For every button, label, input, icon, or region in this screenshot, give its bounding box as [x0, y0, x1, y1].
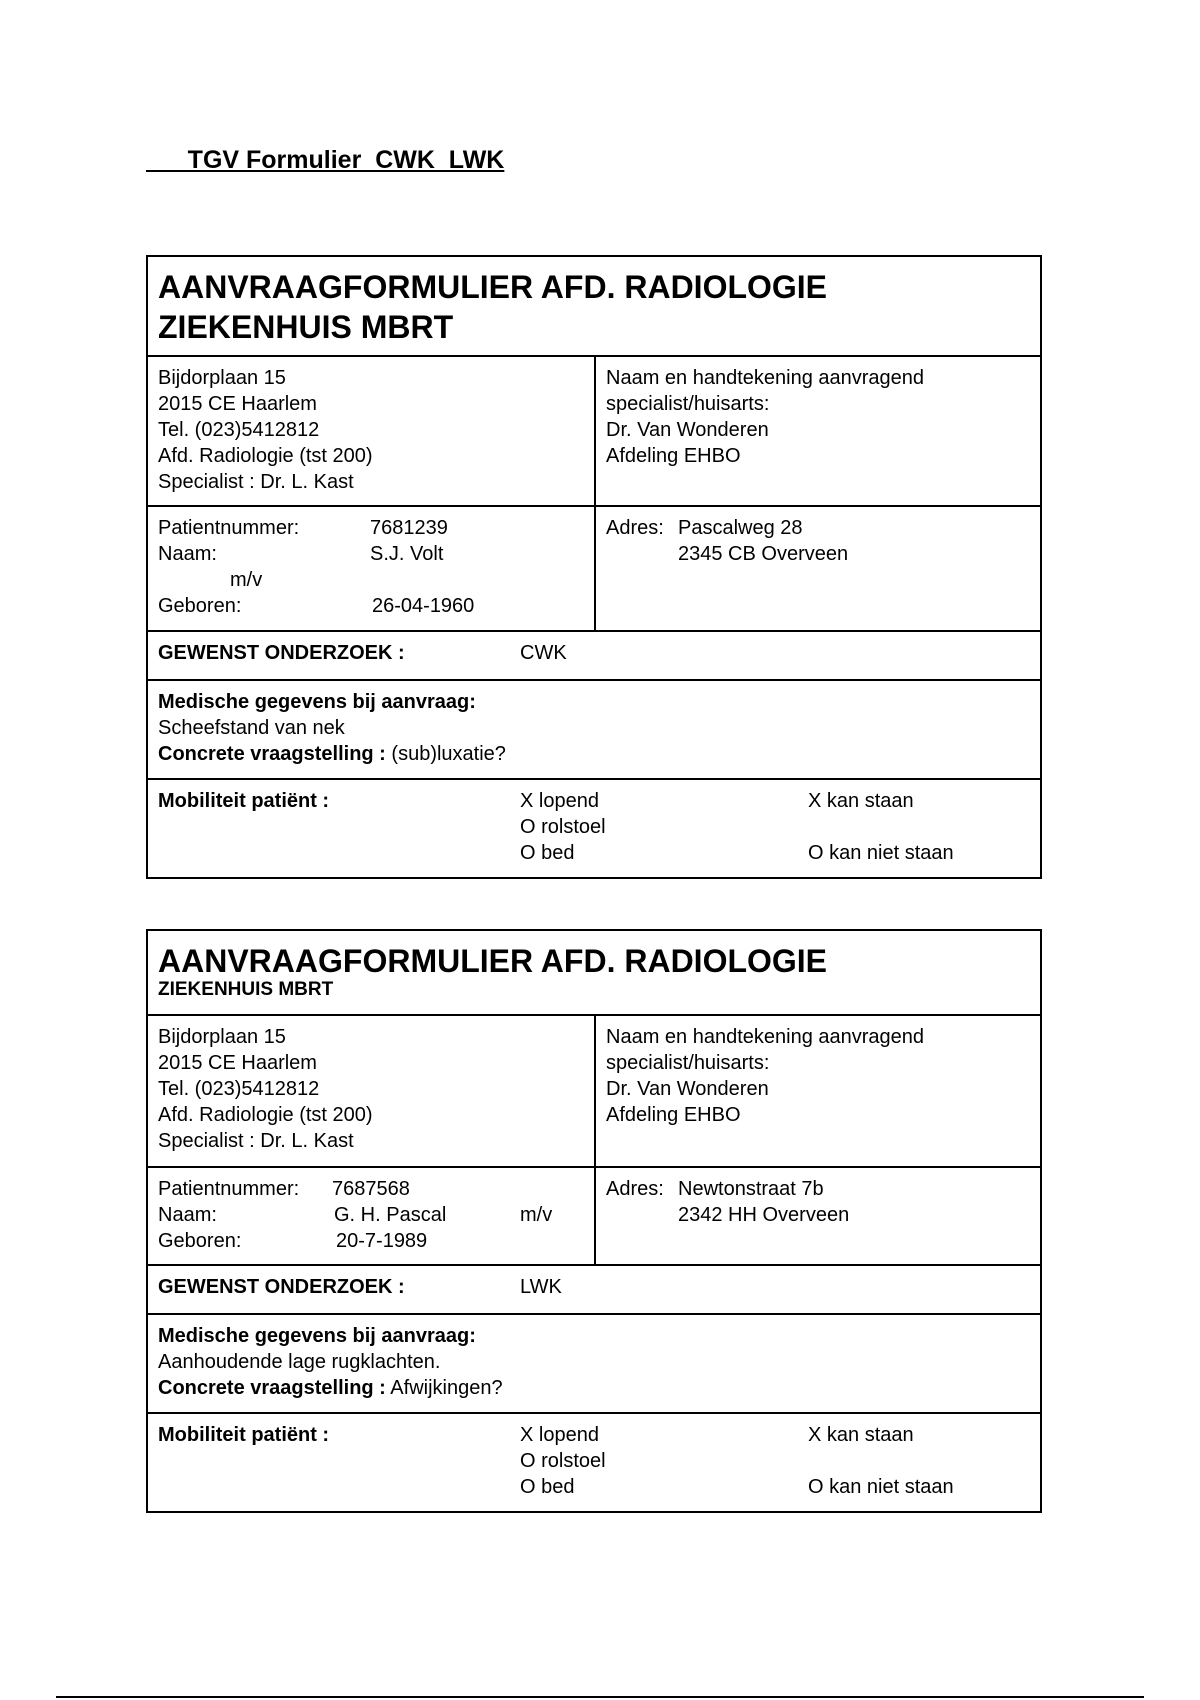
- standing-option-cannot: O kan niet staan: [808, 842, 954, 864]
- mobility-label: Mobiliteit patiënt :: [158, 790, 330, 812]
- form-header: [147, 930, 1041, 1015]
- requester-label-2: specialist/huisarts:: [606, 1052, 770, 1074]
- hospital-name: ZIEKENHUIS MBRT: [158, 309, 454, 345]
- patient-name: G. H. Pascal: [334, 1204, 447, 1226]
- exam-cell: [147, 1265, 1041, 1314]
- hospital-phone: Tel. (023)5412812: [158, 419, 320, 441]
- requester-label-2: specialist/huisarts:: [606, 393, 770, 415]
- requester-cell: [595, 1015, 1041, 1167]
- hospital-phone: Tel. (023)5412812: [158, 1078, 320, 1100]
- mobility-option-walking: X lopend: [520, 790, 599, 812]
- mobility-option-walking: X lopend: [520, 1424, 599, 1446]
- mobility-cell: [147, 1413, 1041, 1512]
- address-label: Adres:: [606, 1178, 664, 1200]
- exam-label: GEWENST ONDERZOEK :: [158, 1276, 405, 1298]
- address-line-1: Newtonstraat 7b: [678, 1178, 824, 1200]
- form-title: AANVRAAGFORMULIER AFD. RADIOLOGIE: [158, 943, 828, 979]
- medical-details: Aanhoudende lage rugklachten.: [158, 1351, 441, 1373]
- patient-number: 7681239: [370, 517, 448, 539]
- hospital-address-cell: [147, 1015, 595, 1167]
- medical-details: Scheefstand van nek: [158, 717, 345, 739]
- medical-label: Medische gegevens bij aanvraag:: [158, 1325, 476, 1347]
- hospital-postcode: 2015 CE Haarlem: [158, 1052, 317, 1074]
- requester-name: Dr. Van Wonderen: [606, 1078, 769, 1100]
- mobility-cell: [147, 779, 1041, 878]
- standing-option-can: X kan staan: [808, 1424, 914, 1446]
- exam-value: LWK: [520, 1276, 562, 1298]
- hospital-address-cell: [147, 356, 595, 506]
- hospital-street: Bijdorplaan 15: [158, 1026, 286, 1048]
- address-label: Adres:: [606, 517, 664, 539]
- patient-born-label: Geboren:: [158, 1230, 242, 1252]
- hospital-department: Afd. Radiologie (tst 200): [158, 445, 373, 467]
- patient-sex: m/v: [520, 1204, 553, 1226]
- requester-cell: [595, 356, 1041, 506]
- patient-name: S.J. Volt: [370, 543, 444, 565]
- mobility-option-wheelchair: O rolstoel: [520, 816, 606, 838]
- exam-value: CWK: [520, 642, 567, 664]
- document-title: TGV Formulier CWK_LWK: [146, 146, 505, 174]
- requester-department: Afdeling EHBO: [606, 445, 741, 467]
- mobility-label: Mobiliteit patiënt :: [158, 1424, 330, 1446]
- form-title: AANVRAAGFORMULIER AFD. RADIOLOGIE: [158, 269, 828, 305]
- question-label: Concrete vraagstelling :: [158, 743, 386, 765]
- medical-cell: [147, 680, 1041, 779]
- patient-address-cell: [595, 1167, 1041, 1265]
- patient-number-label: Patientnummer:: [158, 517, 300, 539]
- requester-label: Naam en handtekening aanvragend: [606, 1026, 925, 1048]
- standing-option-cannot: O kan niet staan: [808, 1476, 954, 1498]
- hospital-specialist: Specialist : Dr. L. Kast: [158, 471, 354, 493]
- requester-department: Afdeling EHBO: [606, 1104, 741, 1126]
- address-line-1: Pascalweg 28: [678, 517, 803, 539]
- question-label: Concrete vraagstelling :: [158, 1377, 386, 1399]
- hospital-department: Afd. Radiologie (tst 200): [158, 1104, 373, 1126]
- address-line-2: 2345 CB Overveen: [678, 543, 849, 565]
- patient-address-cell: [595, 506, 1041, 631]
- request-form-1: [146, 255, 1042, 879]
- patient-name-label: Naam:: [158, 1204, 217, 1226]
- question-value: (sub)luxatie?: [391, 743, 506, 765]
- patient-cell: [147, 1167, 595, 1265]
- request-form-2: [146, 929, 1042, 1513]
- requester-name: Dr. Van Wonderen: [606, 419, 769, 441]
- exam-label: GEWENST ONDERZOEK :: [158, 642, 405, 664]
- patient-number-label: Patientnummer:: [158, 1178, 300, 1200]
- hospital-name: ZIEKENHUIS MBRT: [158, 979, 334, 1000]
- address-line-2: 2342 HH Overveen: [678, 1204, 850, 1226]
- hospital-postcode: 2015 CE Haarlem: [158, 393, 317, 415]
- patient-cell: [147, 506, 595, 631]
- patient-born-label: Geboren:: [158, 595, 242, 617]
- medical-label: Medische gegevens bij aanvraag:: [158, 691, 476, 713]
- patient-sex: m/v: [230, 569, 263, 591]
- standing-option-can: X kan staan: [808, 790, 914, 812]
- requester-label: Naam en handtekening aanvragend: [606, 367, 925, 389]
- medical-cell: [147, 1314, 1041, 1413]
- hospital-street: Bijdorplaan 15: [158, 367, 286, 389]
- patient-born: 20-7-1989: [336, 1230, 428, 1252]
- patient-number: 7687568: [332, 1178, 410, 1200]
- mobility-option-bed: O bed: [520, 1476, 575, 1498]
- question-value: Afwijkingen?: [390, 1377, 503, 1399]
- footer-rule: [56, 1696, 1144, 1698]
- mobility-option-bed: O bed: [520, 842, 575, 864]
- form-header: [147, 256, 1041, 356]
- patient-born: 26-04-1960: [372, 595, 475, 617]
- hospital-specialist: Specialist : Dr. L. Kast: [158, 1130, 354, 1152]
- exam-cell: [147, 631, 1041, 680]
- mobility-option-wheelchair: O rolstoel: [520, 1450, 606, 1472]
- patient-name-label: Naam:: [158, 543, 217, 565]
